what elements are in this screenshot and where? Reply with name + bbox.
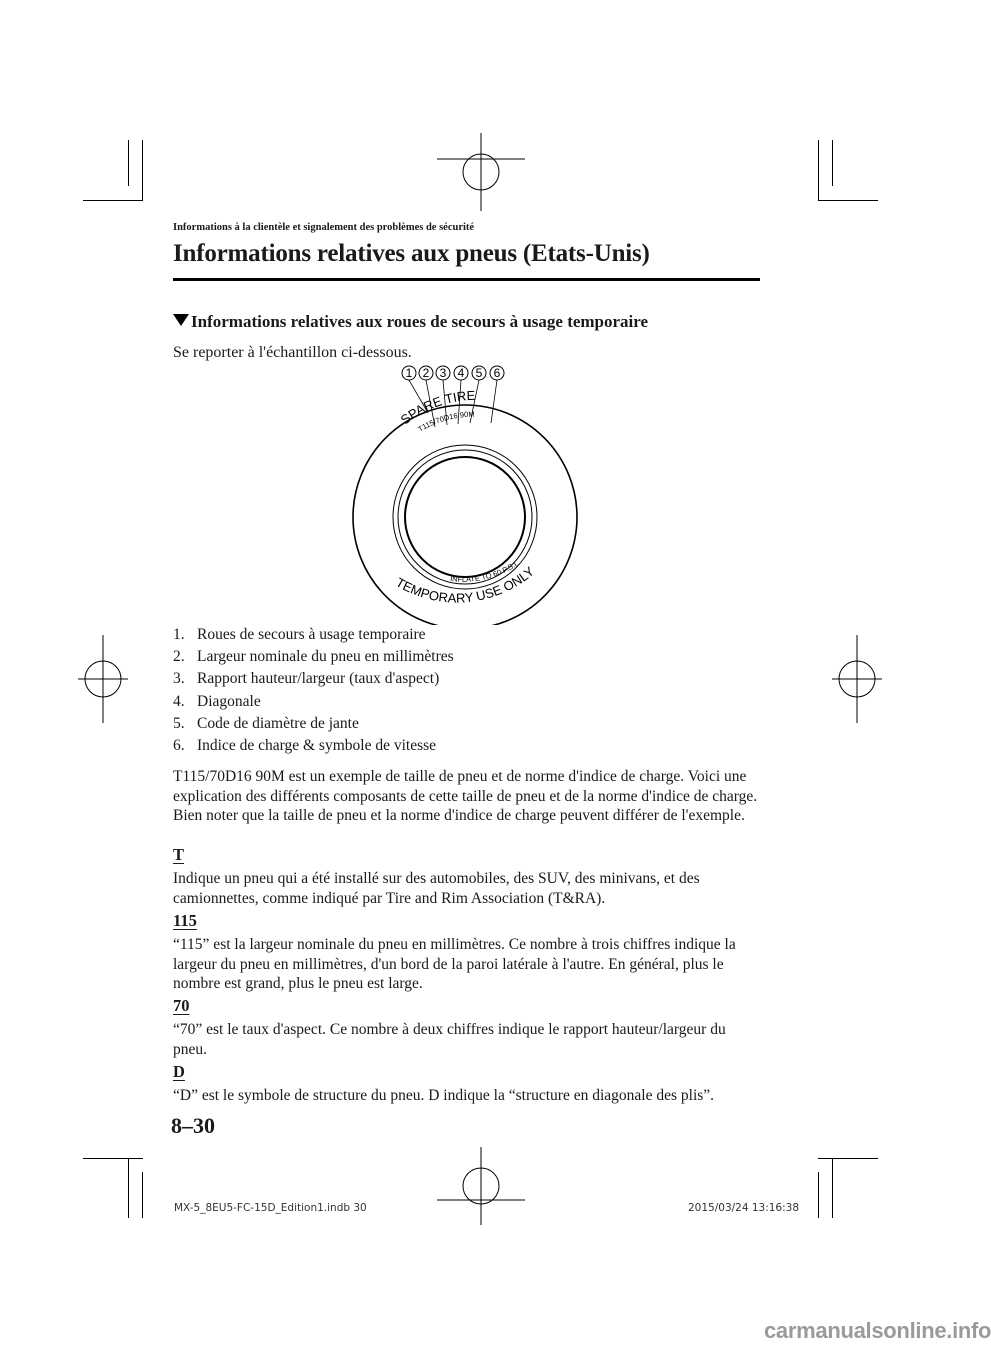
tire-text-inflate: INFLATE TO 60 P.S.I.	[449, 558, 521, 584]
term-heading: 70	[173, 996, 190, 1015]
svg-text:4: 4	[457, 366, 465, 380]
callout-5	[472, 366, 486, 380]
svg-text:5: 5	[475, 366, 483, 380]
legend-list	[173, 624, 454, 757]
watermark: carmanualsonline.info	[764, 1318, 991, 1343]
section-heading: Informations relatives aux roues de secours à usage temporaire	[173, 312, 648, 332]
breadcrumb: Informations à la clientèle et signalement des problèmes de sécurité	[173, 222, 475, 233]
title-divider	[173, 278, 760, 281]
tire-text-size: T115/70D16 90M	[416, 409, 475, 434]
list-item: 5. Code de diamètre de jante	[173, 714, 359, 732]
svg-text:6: 6	[493, 366, 501, 380]
intro-text: Se reporter à l'échantillon ci-dessous.	[173, 344, 412, 361]
summary-paragraph: T115/70D16 90M est un exemple de taille de pneu et de norme d'indice de charge. Voici une explication des différents composants de cette taille de pneu et de la norme d'indice de charge. Bien noter que la taille de pneu et la norme d'indice de charge peuvent différer de l'exemple.	[173, 768, 758, 825]
callout-numbers	[402, 366, 504, 380]
callout-1	[402, 366, 416, 380]
footer-file-info: MX-5_8EU5-FC-15D_Edition1.indb 30	[174, 1202, 367, 1214]
tire-text-temporary: TEMPORARY USE ONLY	[393, 563, 538, 606]
list-item: 4. Diagonale	[173, 692, 261, 710]
svg-text:1: 1	[405, 366, 413, 380]
term-description: “70” est le taux d'aspect. Ce nombre à deux chiffres indique le rapport hauteur/largeur du pneu.	[173, 1021, 726, 1058]
tire-text-spare-tire: SPARE TIRE	[397, 387, 476, 428]
term-description: “D” est le symbole de structure du pneu. D indique la “structure en diagonale des plis”.	[173, 1087, 715, 1104]
footer-timestamp: 2015/03/24 13:16:38	[688, 1202, 800, 1214]
term-description: “115” est la largeur nominale du pneu en millimètres. Ce nombre à trois chiffres indique la largeur du pneu en millimètres, d'un bord de la paroi latérale à l'autre. En général, plus le nombre est grand, plus le pneu est large.	[173, 936, 736, 993]
svg-text:3: 3	[439, 366, 447, 380]
svg-text:2: 2	[422, 366, 430, 380]
list-item: 3. Rapport hauteur/largeur (taux d'aspect)	[173, 670, 440, 688]
list-item: 2. Largeur nominale du pneu en millimètres	[173, 648, 454, 666]
triangle-down-icon	[173, 314, 189, 326]
list-item: 1. Roues de secours à usage temporaire	[173, 626, 426, 643]
term-description: Indique un pneu qui a été installé sur des automobiles, des SUV, des minivans, et des camionnettes, comme indiqué par Tire and Rim Association (T&RA).	[173, 870, 700, 907]
term-heading: T	[173, 845, 185, 864]
callout-3	[436, 366, 450, 380]
tire-diagram	[340, 355, 600, 625]
callout-4	[454, 366, 468, 380]
list-item: 6. Indice de charge & symbole de vitesse	[173, 736, 437, 754]
page-number: 8–30	[171, 1113, 215, 1138]
page-title: Informations relatives aux pneus (Etats-Unis)	[173, 240, 650, 267]
term-heading: 115	[173, 911, 197, 930]
callout-2	[419, 366, 433, 380]
term-heading: D	[173, 1062, 185, 1081]
callout-6	[490, 366, 504, 380]
